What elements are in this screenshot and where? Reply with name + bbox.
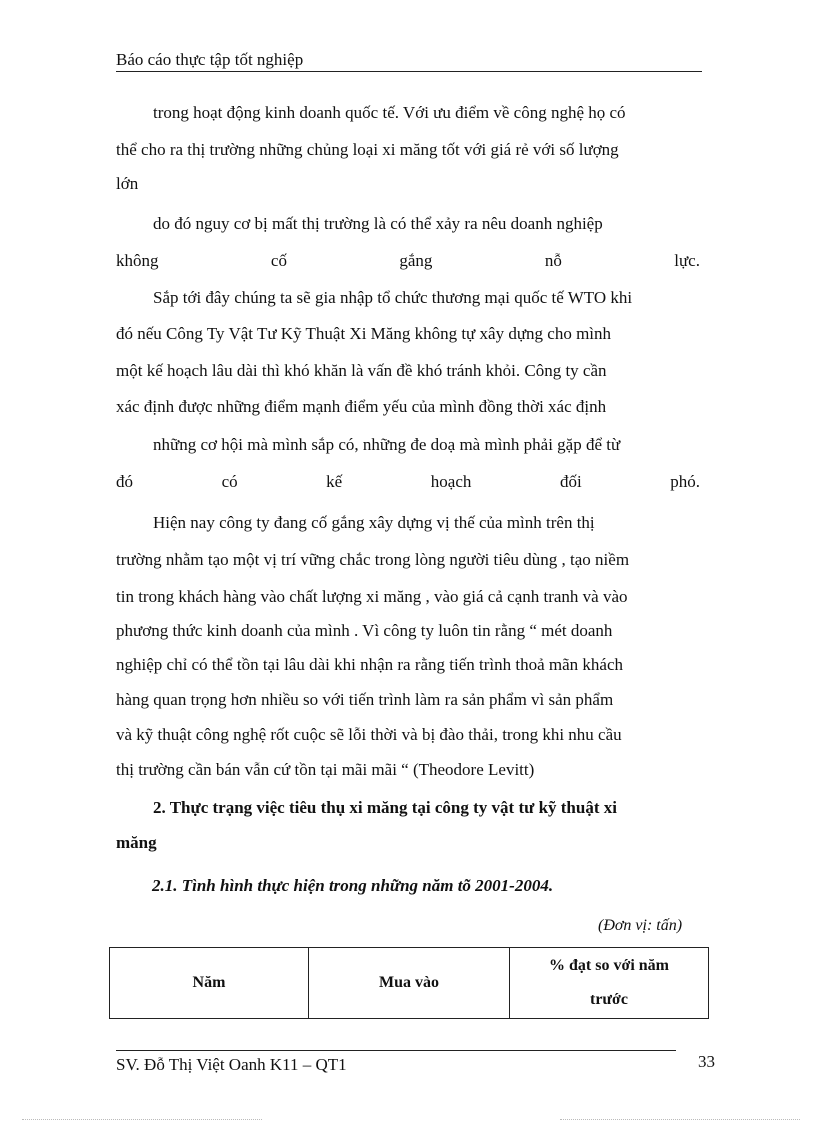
column-header-line: trước [590, 991, 628, 1008]
subsection-heading: 2.1. Tình hình thực hiện trong những năm tõ 2001-2004. [152, 876, 554, 895]
body-text-line: và kỹ thuật công nghệ rốt cuộc sẽ lỗi thời và bị đào thải, trong khi nhu cầu [116, 725, 622, 744]
word: phó. [670, 472, 700, 491]
data-table [109, 947, 709, 1019]
word: không [116, 251, 159, 270]
section-heading: 2. Thực trạng việc tiêu thụ xi măng tại công ty vật tư kỹ thuật xi [153, 798, 617, 817]
body-text-line: tin trong khách hàng vào chất lượng xi măng , vào giá cả cạnh tranh và vào [116, 587, 628, 606]
body-text-line: những cơ hội mà mình sắp có, những đe doạ mà mình phải gặp để từ [153, 435, 621, 454]
table-header-row [110, 948, 709, 1019]
body-text-line: do đó nguy cơ bị mất thị trường là có thể xảy ra nêu doanh nghiệp [153, 214, 603, 233]
body-text-line: Hiện nay công ty đang cố gắng xây dựng vị thế của mình trên thị [153, 513, 595, 532]
word: kế [326, 472, 343, 491]
column-header-line: % đạt so với năm [549, 957, 669, 974]
body-text-line: trong hoạt động kinh doanh quốc tế. Với ưu điểm về công nghệ họ có [153, 103, 626, 122]
body-text-line: hàng quan trọng hơn nhiều so với tiến trình làm ra sản phẩm vì sản phẩm [116, 690, 614, 709]
page-edge-dots [22, 1119, 262, 1120]
word: hoạch [430, 472, 472, 491]
footer-rule [116, 1050, 676, 1051]
unit-note: (Đơn vị: tấn) [598, 917, 683, 934]
body-text-line: phương thức kinh doanh của mình . Vì công ty luôn tin rằng “ mét doanh [116, 621, 613, 640]
section-heading-continued: măng [116, 833, 157, 852]
word: có [221, 472, 238, 491]
word: đối [559, 472, 582, 491]
body-text-line: trường nhằm tạo một vị trí vững chắc trong lòng người tiêu dùng , tạo niềm [116, 550, 630, 569]
page-edge-dots [560, 1119, 800, 1120]
body-text-line: Sắp tới đây chúng ta sẽ gia nhập tổ chức thương mại quốc tế WTO khi [153, 288, 633, 307]
footer-author: SV. Đỗ Thị Việt Oanh K11 – QT1 [116, 1055, 347, 1074]
justified-text-line [116, 472, 700, 492]
word: lực. [674, 251, 700, 270]
word: cố [270, 251, 287, 270]
body-text-line: một kế hoạch lâu dài thì khó khăn là vấn đề khó tránh khỏi. Công ty cần [116, 361, 607, 380]
body-text-line: lớn [116, 174, 139, 193]
page-number: 33 [698, 1052, 715, 1071]
body-text-line: nghiệp chỉ có thể tồn tại lâu dài khi nhận ra rằng tiến trình thoả mãn khách [116, 655, 624, 674]
column-header: Năm [110, 948, 309, 1019]
body-text-line: thể cho ra thị trường những chủng loại xi măng tốt với giá rẻ với số lượng [116, 140, 619, 159]
body-text-line: thị trường cần bán vẫn cứ tồn tại mãi mãi “ (Theodore Levitt) [116, 760, 535, 779]
header-rule [116, 71, 702, 72]
word: đó [116, 472, 133, 491]
page-header-title: Báo cáo thực tập tốt nghiệp [116, 50, 304, 69]
column-header: Mua vào [309, 948, 510, 1019]
column-header [510, 948, 709, 1019]
body-text-line: xác định được những điểm mạnh điểm yếu của mình đồng thời xác định [116, 397, 607, 416]
body-text-line: đó nếu Công Ty Vật Tư Kỹ Thuật Xi Măng không tự xây dựng cho mình [116, 324, 612, 343]
word: nỗ [544, 251, 562, 270]
word: gắng [399, 251, 433, 270]
justified-text-line [116, 251, 700, 271]
